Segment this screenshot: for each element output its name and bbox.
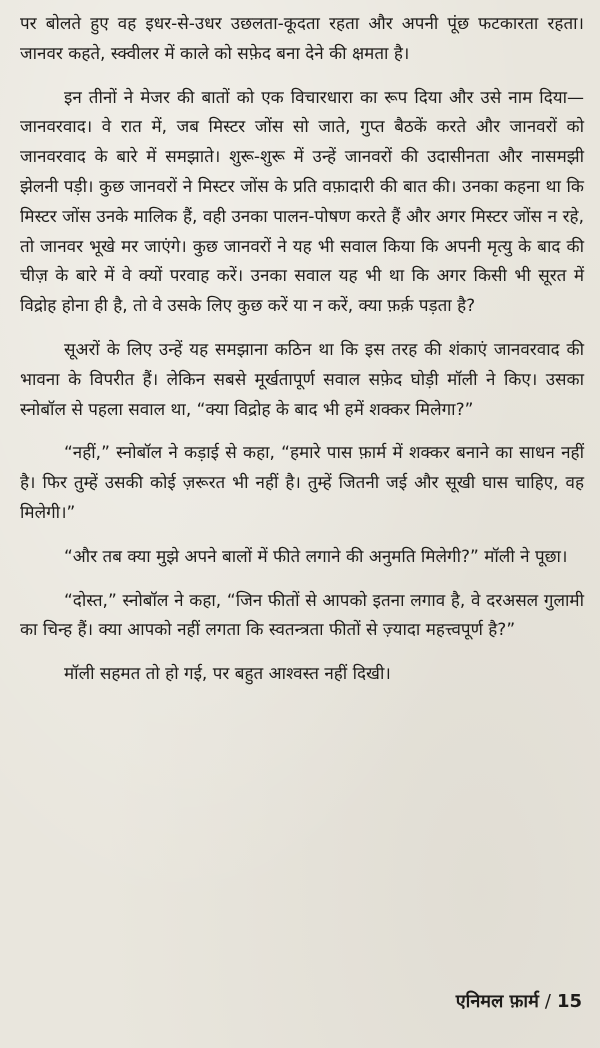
page-body (20, 10, 584, 704)
paragraph-mollie-agrees: मॉली सहमत तो हो गई, पर बहुत आश्वस्त नहीं दिखी। (64, 664, 391, 685)
paragraph-mollie-ribbons: “और तब क्या मुझे अपने बालों में फीते लगाने की अनुमति मिलेगी?” मॉली ने पूछा। (64, 546, 568, 567)
running-title: एनिमल फ़ार्म (455, 991, 539, 1012)
paragraph-continuation: पर बोलते हुए वह इधर-से-उधर उछलता-कूदता रहता और अपनी पूंछ फटकारता रहता। जानवर कहते, स्क्वीलर में काले को सफ़ेद बना देने की क्षमता है। (20, 14, 584, 64)
paragraph-snowball-ribbons: “दोस्त,” स्नोबॉल ने कहा, “जिन फीतों से आपको इतना लगाव है, वे दरअसल गुलामी का चिन्ह हैं। क्या आपको नहीं लगता कि स्वतन्त्रता फीतों से ज़्यादा महत्त्वपूर्ण है?” (20, 590, 584, 641)
page-number: 15 (556, 991, 582, 1012)
paragraph-pigs-explain: सूअरों के लिए उन्हें यह समझाना कठिन था कि इस तरह की शंकाएं जानवरवाद की भावना के विपरीत हैं। लेकिन सबसे मूर्खतापूर्ण सवाल सफ़ेद घोड़ी मॉली ने किए। उसका स्नोबॉल से पहला सवाल था, “क्या विद्रोह के बाद भी हमें शक्कर मिलेगा?” (20, 339, 584, 420)
paragraph-snowball-reply: “नहीं,” स्नोबॉल ने कड़ाई से कहा, “हमारे पास फ़ार्म में शक्कर बनाने का साधन नहीं है। फिर तुम्हें उसकी कोई ज़रूरत भी नहीं है। तुम्हें जितनी जई और सूखी घास चाहिए, वह मिलेगी।” (20, 443, 584, 523)
paragraph-ideology: इन तीनों ने मेजर की बातों को एक विचारधारा का रूप दिया और उसे नाम दिया— जानवरवाद। वे रात में, जब मिस्टर जोंस सो जाते, गुप्त बैठकें करते और जानवरों को जानवरवाद के बारे में समझाते। शुरू-शुरू में उन्हें जानवरों की उदासीनता और नासमझी झेलनी पड़ी। कुछ जानवरों ने मिस्टर जोंस के प्रति वफ़ादारी की बात की। उनका कहना था कि मिस्टर जोंस उनके मालिक हैं, वही उनका पालन-पोषण करते हैं और अगर मिस्टर जोंस न रहे, तो जानवर भूखे मर जाएंगे। कुछ जानवरों ने यह भी सवाल किया कि अपनी मृत्यु के बाद की चीज़ के बारे में वे क्यों परवाह करें। उनका सवाल यह भी था कि अगर किसी भी सूरत में विद्रोह होना ही है, तो वे उसके लिए कुछ करें या न करें, क्या फ़र्क़ पड़ता है? (20, 87, 584, 317)
footer-separator: / (544, 991, 551, 1012)
page-footer (456, 989, 582, 1013)
